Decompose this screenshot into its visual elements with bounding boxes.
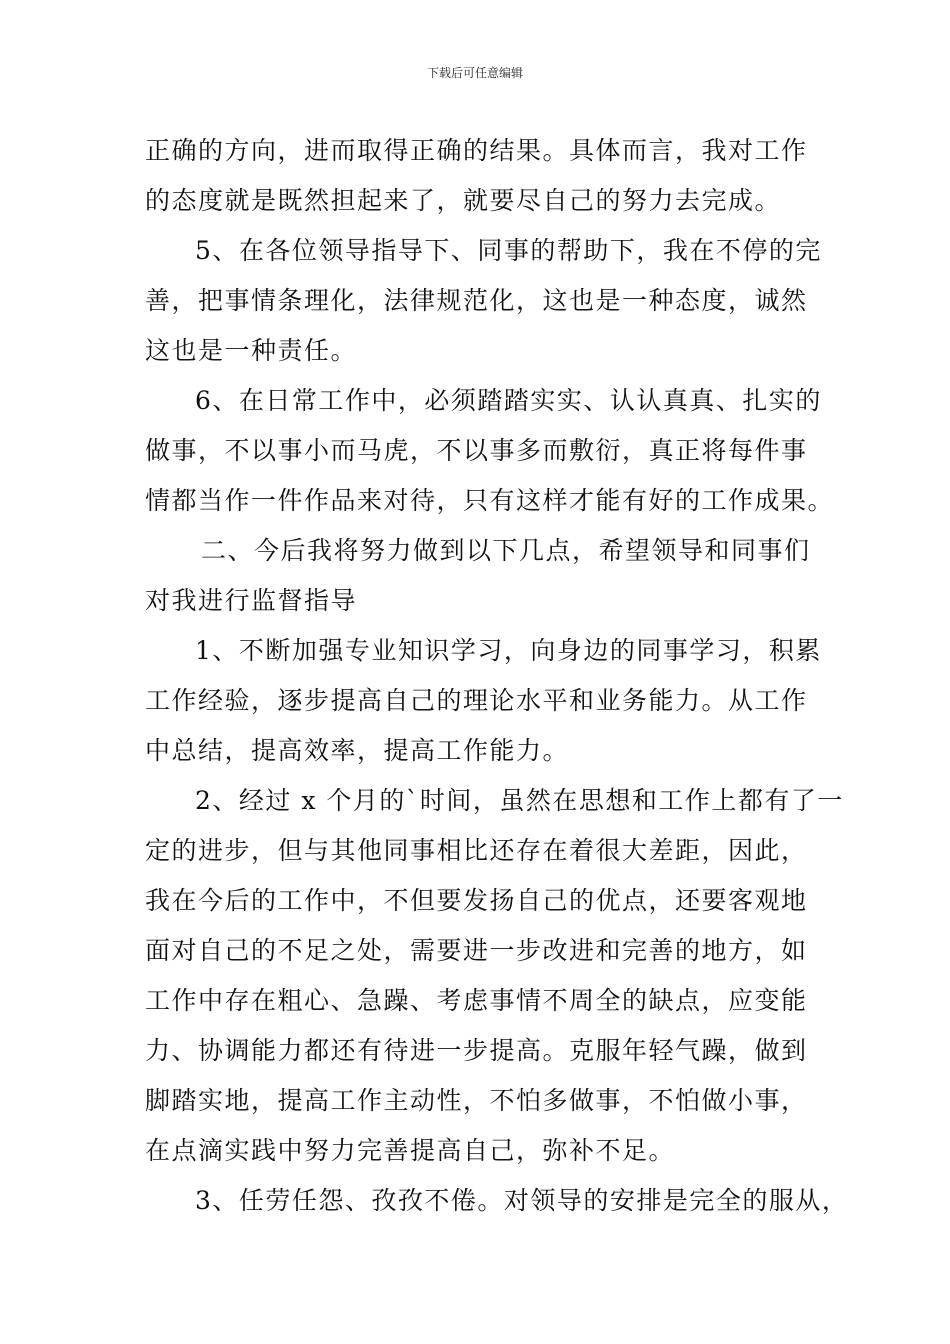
paragraph-item-5: 5、在各位领导指导下、同事的帮助下，我在不停的完	[195, 236, 822, 265]
text-line: 的态度就是既然担起来了，就要尽自己的努力去完成。	[145, 186, 782, 215]
text-line: 正确的方向，进而取得正确的结果。具体而言，我对工作	[145, 136, 808, 165]
section-heading-2: 二、今后我将努力做到以下几点，希望领导和同事们	[201, 536, 811, 565]
text-line: 善，把事情条理化，法律规范化，这也是一种态度，诚然	[145, 286, 808, 315]
paragraph-item-3: 3、任劳任怨、孜孜不倦。对领导的安排是完全的服从，	[195, 1186, 849, 1215]
paragraph-item-6: 6、在日常工作中，必须踏踏实实、认认真真、扎实的	[195, 386, 822, 415]
paragraph-item-1: 1、不断加强专业知识学习，向身边的同事学习，积累	[195, 636, 822, 665]
text-line: 中总结，提高效率，提高工作能力。	[145, 736, 570, 765]
paragraph-item-2: 2、经过 x 个月的`时间，虽然在思想和工作上都有了一	[195, 786, 844, 815]
text-line: 做事，不以事小而马虎，不以事多而敷衍，真正将每件事	[145, 436, 808, 465]
text-line: 定的进步，但与其他同事相比还存在着很大差距，因此，	[145, 836, 808, 865]
text-line: 面对自己的不足之处，需要进一步改进和完善的地方，如	[145, 936, 808, 965]
text-line: 我在今后的工作中，不但要发扬自己的优点，还要客观地	[145, 886, 808, 915]
text-line: 在点滴实践中努力完善提高自己，弥补不足。	[145, 1136, 676, 1165]
text-line: 工作经验，逐步提高自己的理论水平和业务能力。从工作	[145, 686, 808, 715]
page-header: 下载后可任意编辑	[426, 66, 523, 80]
text-line: 情都当作一件作品来对待，只有这样才能有好的工作成果。	[145, 486, 835, 515]
text-line: 这也是一种责任。	[145, 336, 358, 365]
text-line: 脚踏实地，提高工作主动性，不怕多做事，不怕做小事，	[145, 1086, 808, 1115]
text-line: 工作中存在粗心、急躁、考虑事情不周全的缺点，应变能	[145, 986, 808, 1015]
text-line: 对我进行监督指导	[145, 586, 358, 615]
text-line: 力、协调能力都还有待进一步提高。克服年轻气躁，做到	[145, 1036, 808, 1065]
document-body	[145, 126, 849, 1226]
